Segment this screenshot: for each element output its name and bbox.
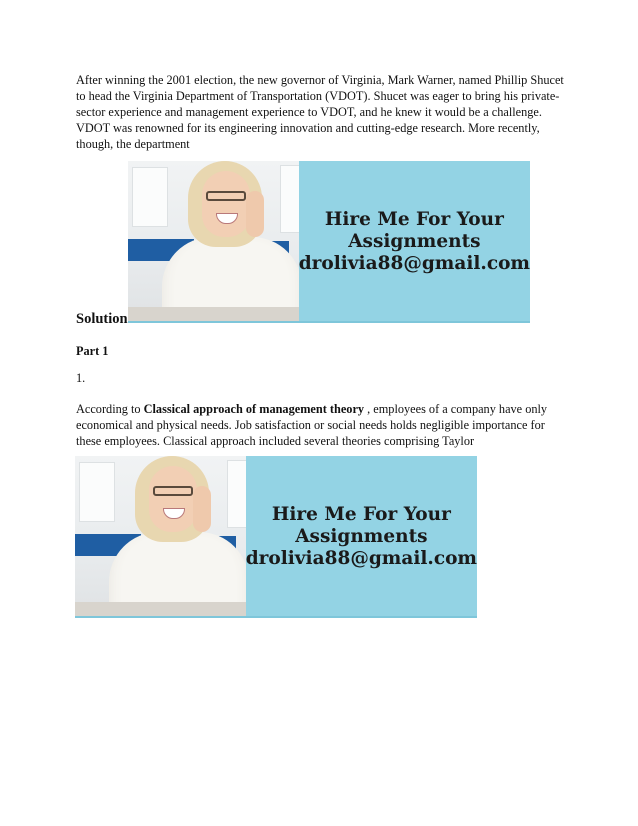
- ad-headline: Hire Me For Your: [324, 209, 504, 230]
- ad-subheadline: Assignments: [348, 231, 481, 252]
- woman-photo: [128, 161, 299, 323]
- woman-photo: [75, 456, 246, 618]
- bold-term: Classical approach of management theory: [143, 402, 365, 416]
- ad-text-panel: [246, 456, 477, 618]
- advertisement-banner: [75, 456, 477, 618]
- item-number: 1.: [76, 371, 86, 385]
- ad-email: drolivia88@gmail.com: [298, 253, 530, 274]
- intro-paragraph: After winning the 2001 election, the new governor of Virginia, Mark Warner, named Phillip Shucet to head the Virginia Department of Transportation (VDOT). Shucet was eager to bring his private-sector experience and management experience to VDOT, and he knew it would be a challenge. VDOT was renowned for its engineering innovation and cutting-edge research. More recently, though, the department: [76, 73, 564, 151]
- ad-email: drolivia88@gmail.com: [245, 548, 477, 569]
- part-heading: Part 1: [76, 344, 109, 358]
- body-paragraph: [76, 401, 566, 449]
- body-lead: According to: [76, 402, 144, 416]
- ad-subheadline: Assignments: [295, 526, 428, 547]
- ad-text-panel: [299, 161, 530, 323]
- body-rest: , employees of a company have only economical and physical needs. Job satisfaction or social needs holds negligible importance for these employees. Classical approach included several theories comprising Taylor: [76, 402, 548, 448]
- ad-headline: Hire Me For Your: [271, 504, 451, 525]
- solution-heading: Solution: [76, 311, 128, 327]
- advertisement-banner: [128, 161, 530, 323]
